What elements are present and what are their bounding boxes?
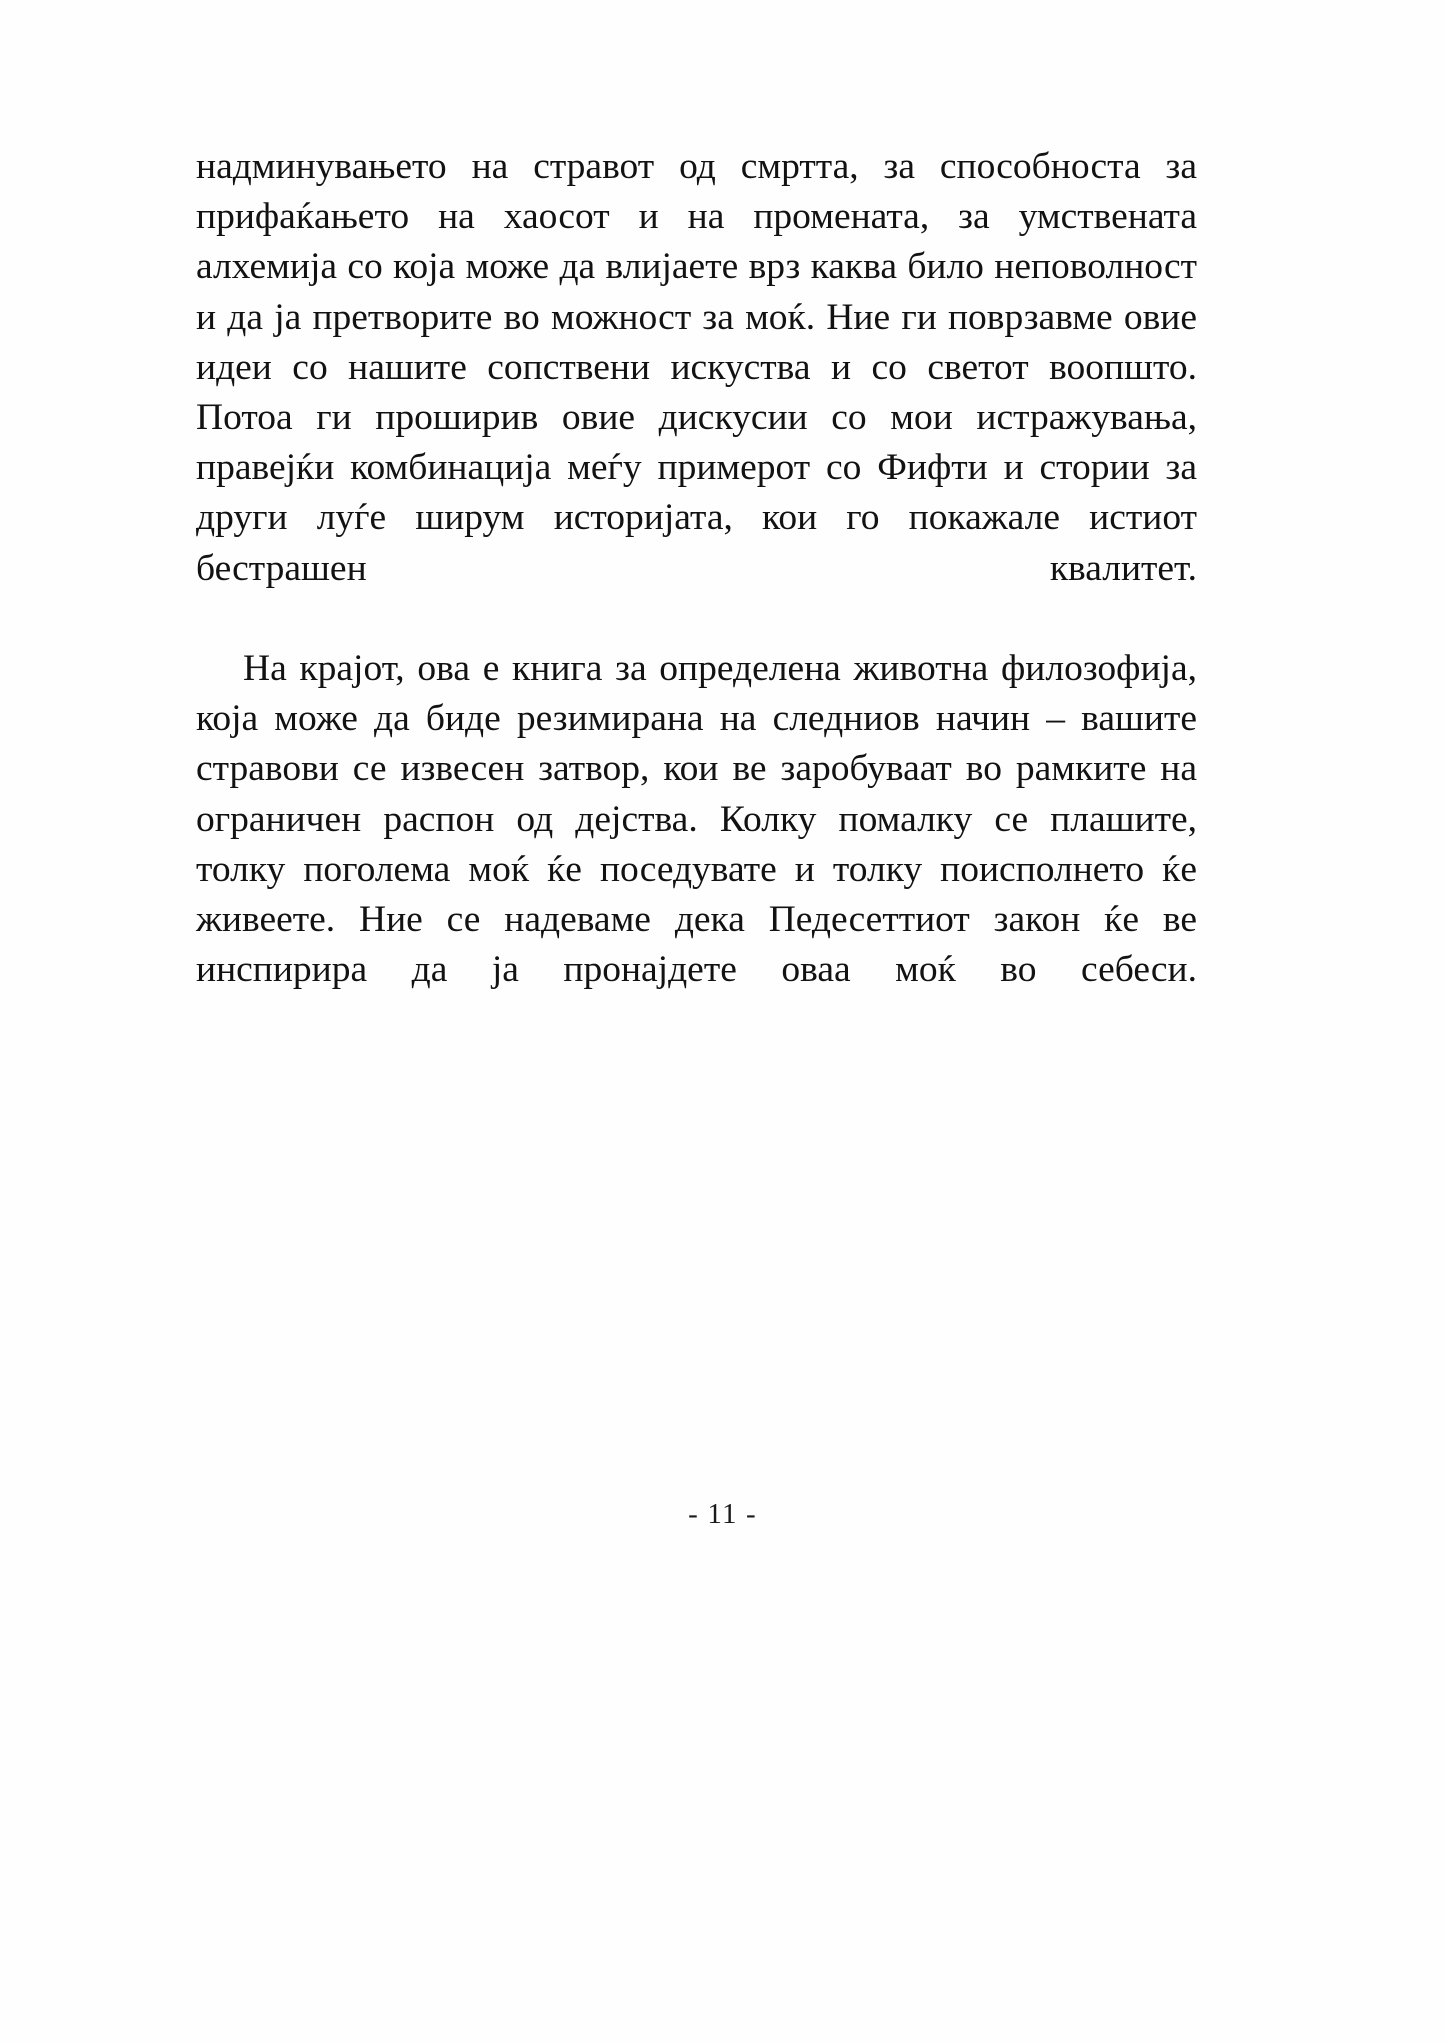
page-text-block bbox=[196, 142, 1197, 1046]
body-paragraph-continued: надминувањето на стравот од смртта, за способноста за прифаќањето на хаосот и на промената, за умствената алхемија со која може да влијаете врз каква било неповолност и да ја претворите во можност за моќ. Ние ги поврзавме овие идеи со нашите сопствени искуства и со светот воопшто. Потоа ги проширив овие дискусии со мои истражувања, правејќи комбинација меѓу примерот со Фифти и стории за други луѓе ширум историјата, кои го покажале истиот бестрашен квалитет. bbox=[196, 146, 1197, 589]
page-number: - 11 - bbox=[688, 1498, 757, 1530]
body-paragraph-closing: На крајот, ова е книга за определена животна филозофија, која може да биде резимирана на следниов начин – вашите стравови се извесен затвор, кои ве заробуваат во рамките на ограничен распон од дејства. Колку помалку се плашите, толку поголема моќ ќе поседувате и толку поисполнето ќе живеете. Ние се надеваме дека Педесеттиот закон ќе ве инспирира да ја пронајдете оваа моќ во себеси. bbox=[196, 648, 1197, 991]
